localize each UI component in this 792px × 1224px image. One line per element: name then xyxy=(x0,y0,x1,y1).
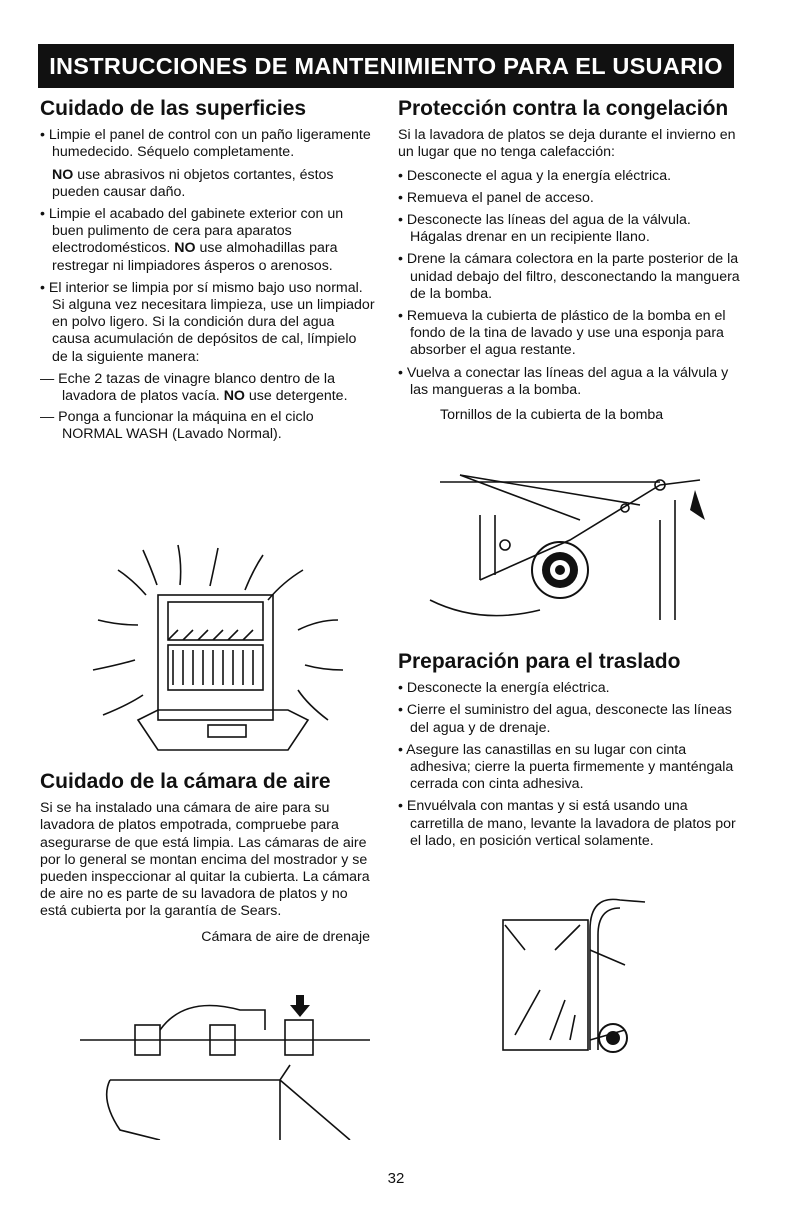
moving-item: • Cierre el suministro del agua, desconecte las líneas del agua y de drenaje. xyxy=(398,702,732,736)
moving-heading: Preparación para el traslado xyxy=(398,650,681,673)
surfaces-dash-1 xyxy=(40,371,375,405)
freeze-item: • Remueva la cubierta de plástico de la bomba en el fondo de la tina de lavado y use una esponja para absorber el agua restante. xyxy=(398,308,726,359)
surfaces-bullet-1: • Limpie el panel de control con un paño ligeramente humedecido. Séquelo completamente. xyxy=(40,127,371,161)
freeze-item: • Drene la cámara colectora en la parte posterior de la unidad debajo del filtro, desconectando la manguera de la bomba. xyxy=(398,251,740,302)
airgap-section xyxy=(40,770,375,946)
no-emphasis: NO xyxy=(52,166,74,183)
airgap-text: Si se ha instalado una cámara de aire para su lavadora de platos empotrada, compruebe para asegurarse de que está limpia. Las cámaras de aire por lo general se montan encima del mostrador y se pueden inspeccionar al quitar la cubierta. La cámara de aire no es parte de su lavadora de platos y no está cubierta por la garantía de Sears. xyxy=(40,800,370,920)
left-column xyxy=(40,97,375,448)
surfaces-bullet-2 xyxy=(40,206,375,275)
surfaces-note xyxy=(40,167,375,201)
surfaces-note-text: use abrasivos ni objetos cortantes, éstos pueden causar daño. xyxy=(52,166,334,200)
surfaces-bullet-2-b: use almohadillas para restregar ni limpiadores ásperos o arenosos. xyxy=(52,240,338,274)
air-gap-illustration xyxy=(80,990,380,1140)
freeze-intro: Si la lavadora de platos se deja durante el invierno en un lugar que no tenga calefacción: xyxy=(398,127,736,161)
freeze-item: • Vuelva a conectar las líneas del agua a la válvula y las mangueras a la bomba. xyxy=(398,364,729,398)
airgap-heading: Cuidado de la cámara de aire xyxy=(40,770,331,793)
surfaces-heading: Cuidado de las superficies xyxy=(40,97,307,120)
hand-truck-illustration xyxy=(495,890,655,1060)
freeze-item: • Remueva el panel de acceso. xyxy=(398,189,594,206)
moving-section xyxy=(398,650,743,855)
moving-item: • Desconecte la energía eléctrica. xyxy=(398,680,610,697)
freeze-item: • Desconecte el agua y la energía eléctrica. xyxy=(398,167,672,184)
surfaces-dash-1-a: — Eche 2 tazas de vinagre blanco dentro de la lavadora de platos vacía. xyxy=(40,370,335,405)
no-emphasis: NO xyxy=(223,388,245,405)
surfaces-dash-1-b: use detergente. xyxy=(244,388,348,405)
no-emphasis: NO xyxy=(174,240,196,257)
moving-item: • Envuélvala con mantas y si está usando una carretilla de mano, levante la lavadora de platos por el lado, en posición vertical solamente. xyxy=(398,798,736,849)
right-column xyxy=(398,97,743,424)
surfaces-bullet-3: • El interior se limpia por sí mismo bajo uso normal. Si alguna vez necesitara limpieza, use un limpiador en polvo ligero. Si la condición dura del agua causa acumulación de depósitos de cal, límpielo de la siguiente manera: xyxy=(40,279,375,365)
surfaces-bullet-2-a: • Limpie el acabado del gabinete exterior con un buen pulimento de cera para aparatos electrodomésticos. xyxy=(40,206,344,257)
freeze-heading: Protección contra la congelación xyxy=(398,97,729,120)
page-number: 32 xyxy=(387,1170,405,1187)
page-banner: INSTRUCCIONES DE MANTENIMIENTO PARA EL USUARIO xyxy=(38,44,734,88)
freeze-item: • Desconecte las líneas del agua de la válvula. Hágalas drenar en un recipiente llano. xyxy=(398,212,691,246)
moving-item: • Asegure las canastillas en su lugar con cinta adhesiva; cierre la puerta firmemente y manténgala cerrada con cinta adhesiva. xyxy=(398,741,734,793)
pump-caption: Tornillos de la cubierta de la bomba xyxy=(440,407,664,424)
pump-cover-illustration xyxy=(420,460,710,630)
dishwasher-illustration xyxy=(88,540,348,755)
surfaces-dash-2: — Ponga a funcionar la máquina en el ciclo NORMAL WASH (Lavado Normal). xyxy=(40,409,314,443)
airgap-caption: Cámara de aire de drenaje xyxy=(201,928,370,945)
